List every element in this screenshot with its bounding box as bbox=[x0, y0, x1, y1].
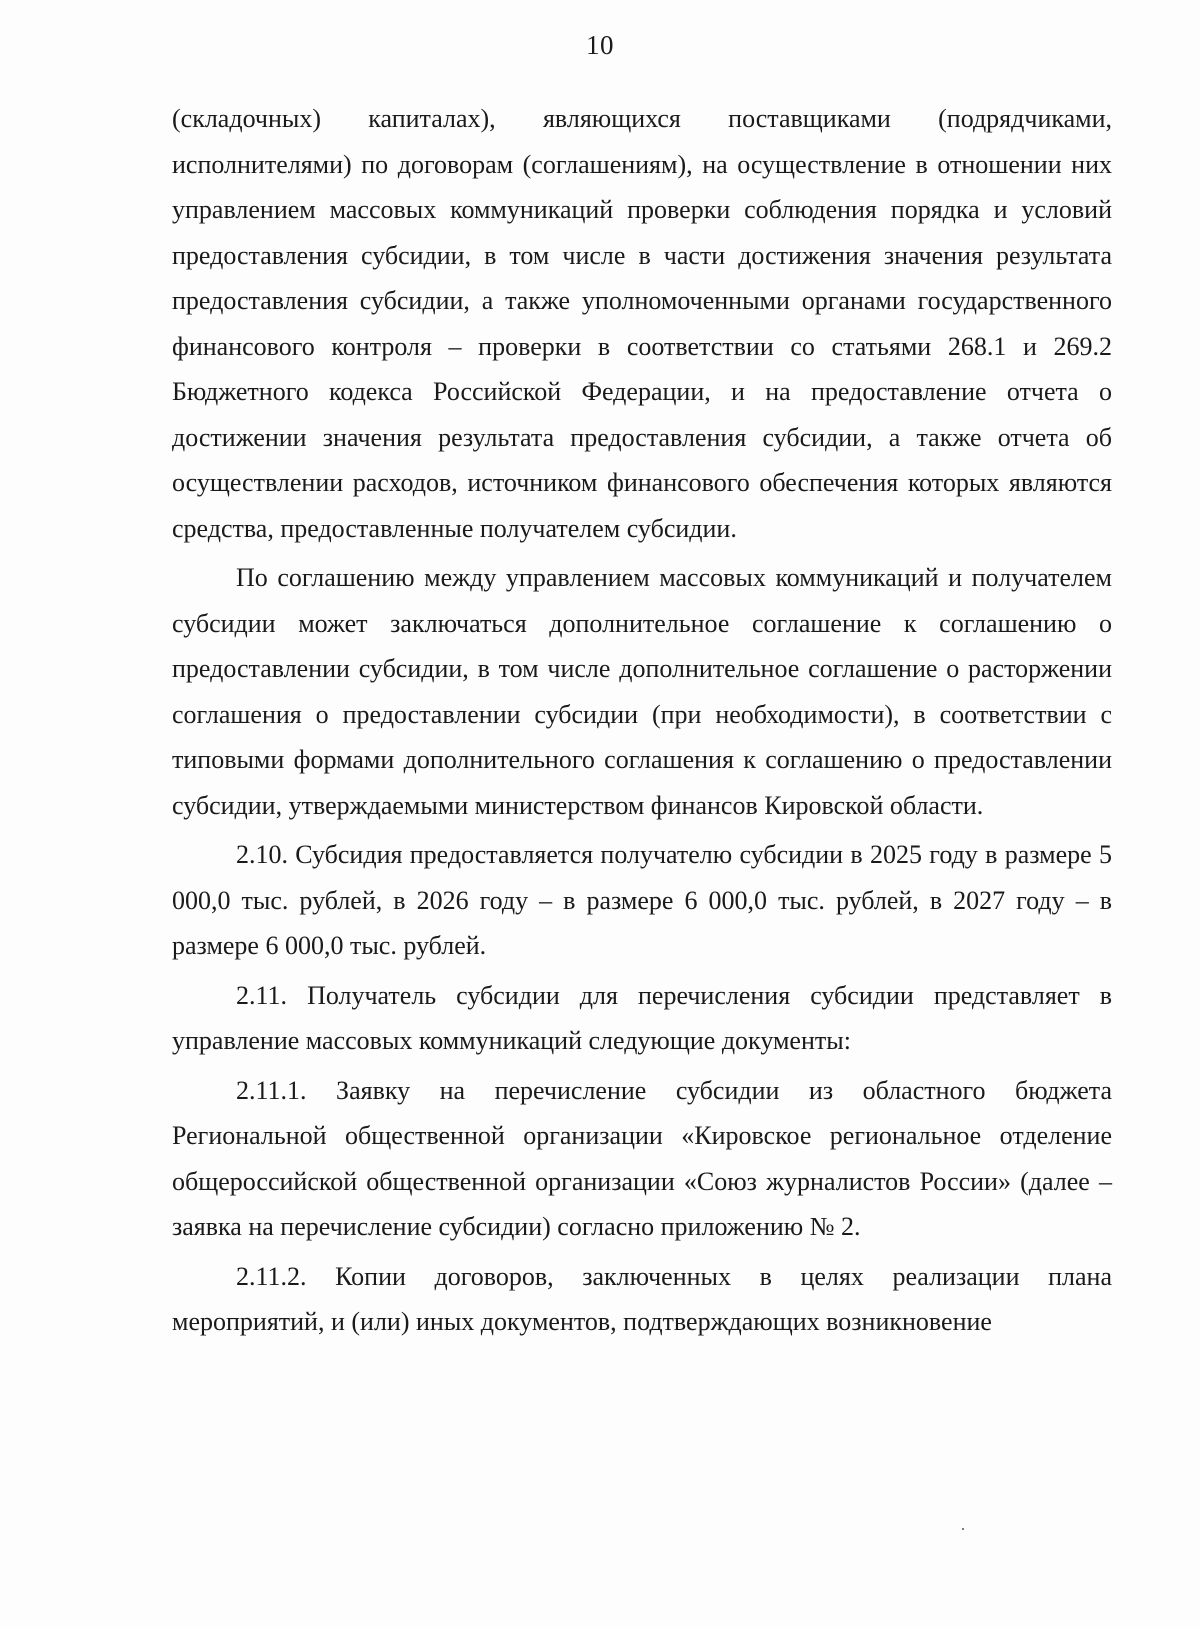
scan-speck bbox=[962, 1528, 964, 1530]
page-number: 10 bbox=[586, 30, 614, 60]
paragraph-clause-2-11-2: 2.11.2. Копии договоров, заключенных в целях реализации плана мероприятий, и (или) иных документов, подтверждающих возникновение bbox=[172, 1261, 1112, 1336]
paragraph-additional-agreement: По соглашению между управлением массовых коммуникаций и получателем субсидии может заключаться дополнительное соглашение к соглашению о предоставлении субсидии, в том числе дополнительное соглашение о расторжении соглашения о предоставлении субсидии (при необходимости), в соответствии с типовыми формами дополнительного соглашения к соглашению о предоставлении субсидии, утверждаемыми министерством финансов Кировской области. bbox=[172, 563, 1112, 820]
paragraph-clause-2-11-1: 2.11.1. Заявку на перечисление субсидии из областного бюджета Региональной общественной организации «Кировское региональное отделение общероссийской общественной организации «Союз журналистов России» (далее – заявка на перечисление субсидии) согласно приложению № 2. bbox=[172, 1075, 1112, 1241]
document-body bbox=[172, 96, 1112, 1345]
paragraph-clause-2-11: 2.11. Получатель субсидии для перечисления субсидии представляет в управление массовых коммуникаций следующие документы: bbox=[172, 980, 1112, 1055]
paragraph-clause-2-10: 2.10. Субсидия предоставляется получателю субсидии в 2025 году в размере 5 000,0 тыс. рублей, в 2026 году – в размере 6 000,0 тыс. рублей, в 2027 году – в размере 6 000,0 тыс. рублей. bbox=[172, 840, 1112, 960]
paragraph-continuation: (складочных) капиталах), являющихся поставщиками (подрядчиками, исполнителями) по договорам (соглашениям), на осуществление в отношении них управлением массовых коммуникаций проверки соблюдения порядка и условий предоставления субсидии, в том числе в части достижения значения результата предоставления субсидии, а также уполномоченными органами государственного финансового контроля – проверки в соответствии со статьями 268.1 и 269.2 Бюджетного кодекса Российской Федерации, и на предоставление отчета о достижении значения результата предоставления субсидии, а также отчета об осуществлении расходов, источником финансового обеспечения которых являются средства, предоставленные получателем субсидии. bbox=[172, 104, 1112, 543]
